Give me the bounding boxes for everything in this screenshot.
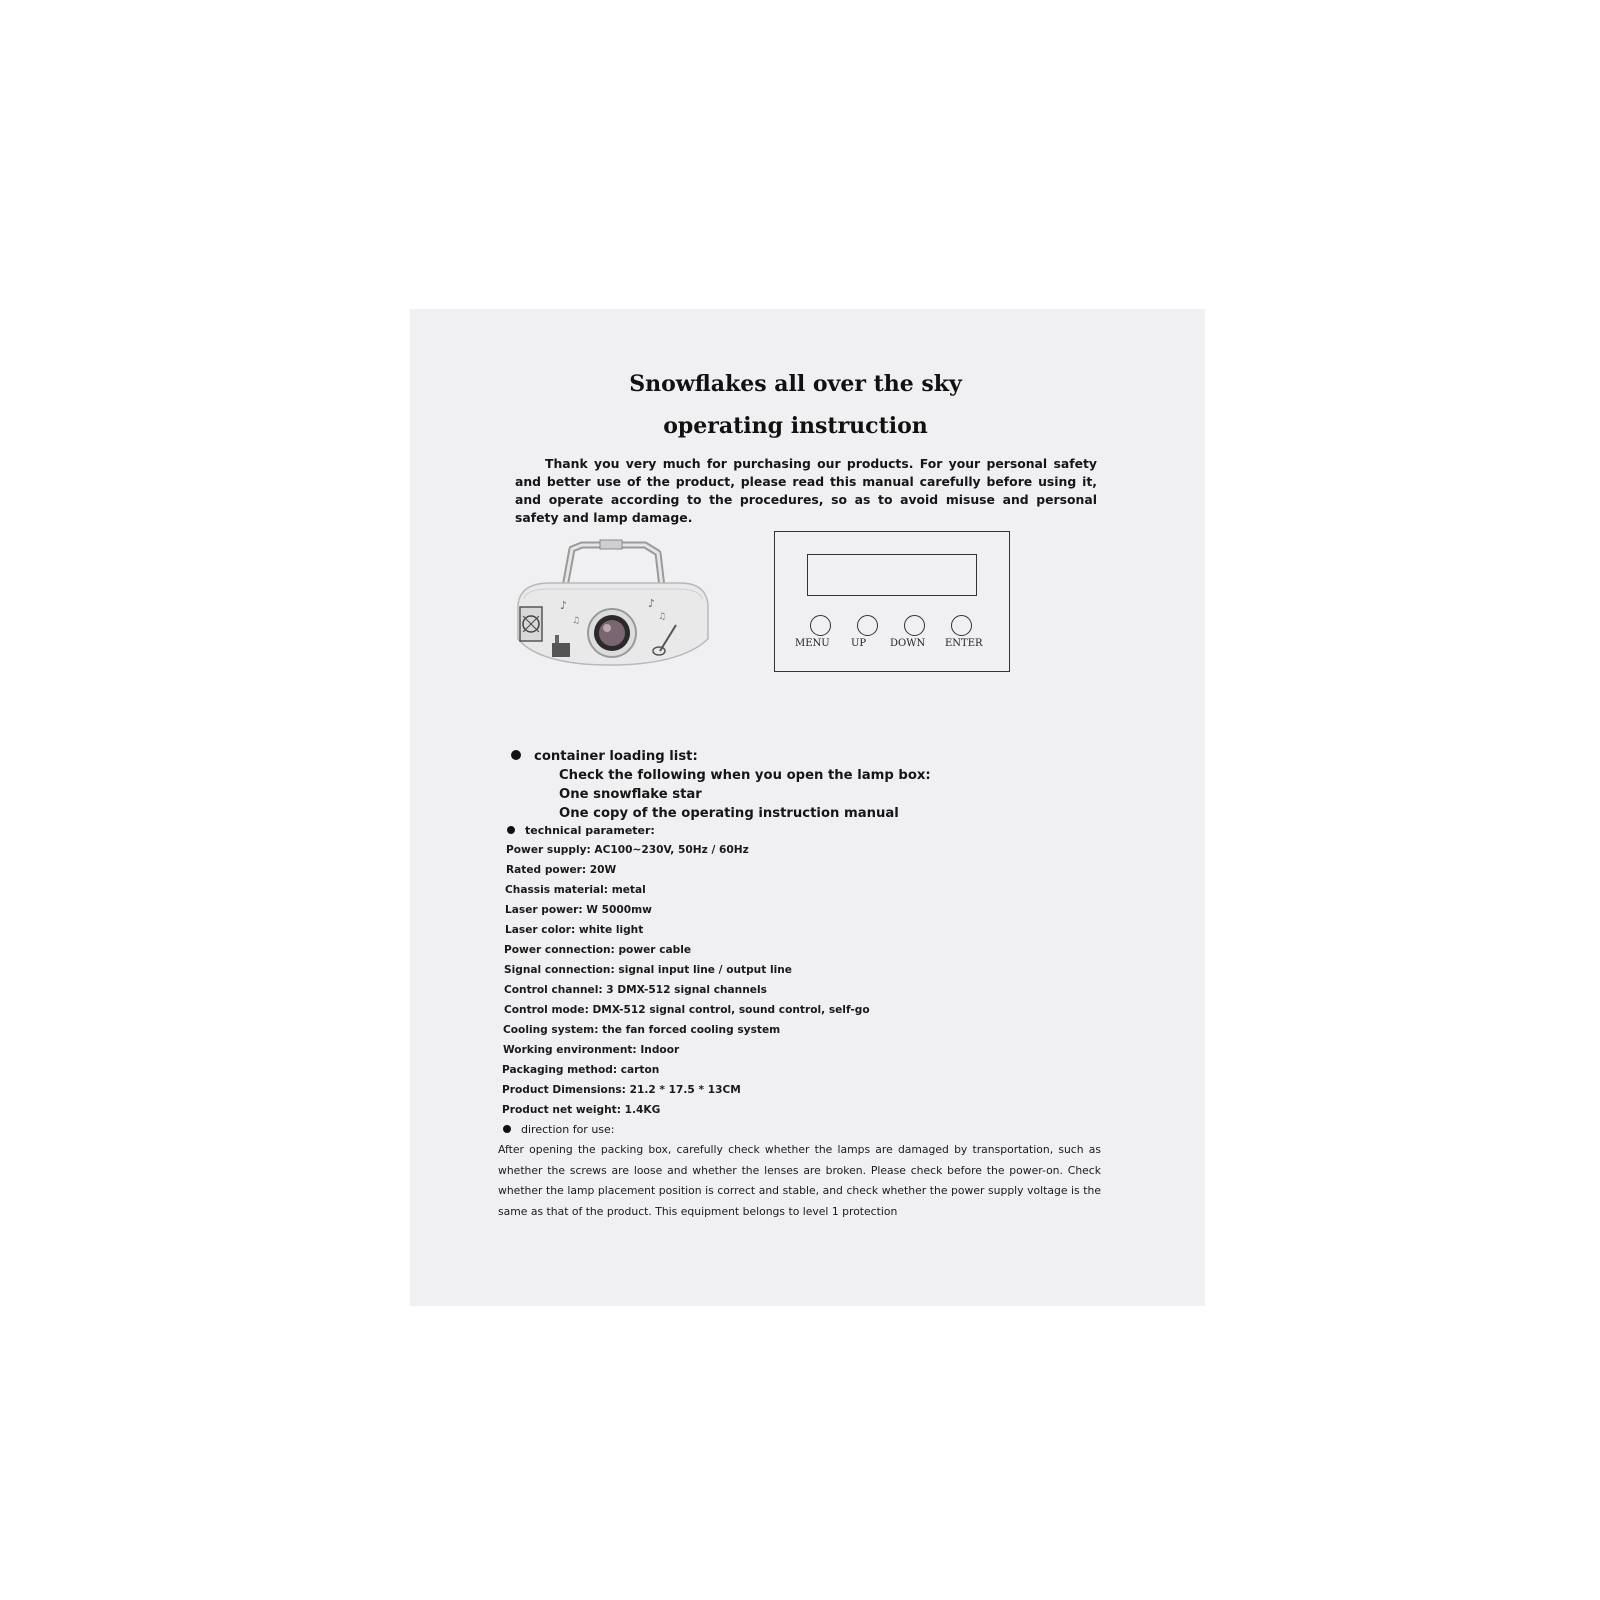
loading-list-heading: container loading list: bbox=[511, 749, 698, 764]
bullet-icon bbox=[507, 826, 515, 834]
spec-item: Signal connection: signal input line / output line bbox=[504, 964, 792, 976]
manual-page bbox=[410, 309, 1205, 1306]
spec-item: Laser color: white light bbox=[505, 924, 644, 936]
spec-item: Power supply: AC100~230V, 50Hz / 60Hz bbox=[506, 844, 749, 856]
title-line-1: Snowflakes all over the sky bbox=[629, 371, 962, 397]
technical-heading: technical parameter: bbox=[507, 824, 655, 837]
spec-item: Chassis material: metal bbox=[505, 884, 646, 896]
svg-text:♪: ♪ bbox=[648, 597, 656, 610]
spec-item: Rated power: 20W bbox=[506, 864, 617, 876]
loading-item: Check the following when you open the lamp box: bbox=[559, 768, 931, 783]
enter-label: ENTER bbox=[945, 638, 983, 649]
svg-text:♫: ♫ bbox=[658, 612, 667, 622]
menu-button-circle bbox=[810, 615, 831, 636]
intro-paragraph: Thank you very much for purchasing our products. For your personal safety and better use of the product, please read this manual carefully before using it, and operate according to the procedures, so as to avoid misuse and personal safety and lamp damage. bbox=[515, 456, 1097, 525]
direction-heading: direction for use: bbox=[503, 1123, 615, 1136]
spec-item: Power connection: power cable bbox=[504, 944, 692, 956]
spec-item: Working environment: Indoor bbox=[503, 1044, 680, 1056]
spec-item: Control channel: 3 DMX-512 signal channels bbox=[504, 984, 767, 996]
spec-item: Cooling system: the fan forced cooling system bbox=[503, 1024, 781, 1036]
title-line-2: operating instruction bbox=[663, 413, 928, 439]
svg-text:♫: ♫ bbox=[572, 616, 581, 626]
direction-paragraph: After opening the packing box, carefully check whether the lamps are damaged by transportation, such as whether the screws are loose and whether the lenses are broken. Please check before the power-on. Check whether the lamp placement position is correct and stable, and check whether the power supply voltage is the same as that of the product. This equipment belongs to level 1 protection bbox=[498, 1143, 1101, 1218]
laser-lamp-image bbox=[510, 539, 710, 669]
spec-item: Product Dimensions: 21.2 * 17.5 * 13CM bbox=[502, 1084, 741, 1096]
spec-item: Laser power: W 5000mw bbox=[505, 904, 652, 916]
spec-item: Product net weight: 1.4KG bbox=[502, 1104, 661, 1116]
spec-item: Packaging method: carton bbox=[502, 1064, 660, 1076]
down-label: DOWN bbox=[890, 638, 926, 649]
up-button-circle bbox=[857, 615, 878, 636]
menu-label: MENU bbox=[795, 638, 830, 649]
spec-item: Control mode: DMX-512 signal control, sound control, self-go bbox=[504, 1004, 870, 1016]
svg-text:♪: ♪ bbox=[560, 599, 568, 612]
up-label: UP bbox=[851, 638, 867, 649]
control-panel-diagram bbox=[774, 531, 1010, 672]
enter-button-circle bbox=[951, 615, 972, 636]
loading-item: One snowflake star bbox=[559, 787, 702, 802]
loading-item: One copy of the operating instruction manual bbox=[559, 806, 899, 821]
lcd-display bbox=[807, 554, 977, 596]
bullet-icon bbox=[511, 750, 521, 760]
down-button-circle bbox=[904, 615, 925, 636]
bullet-icon bbox=[503, 1125, 511, 1133]
